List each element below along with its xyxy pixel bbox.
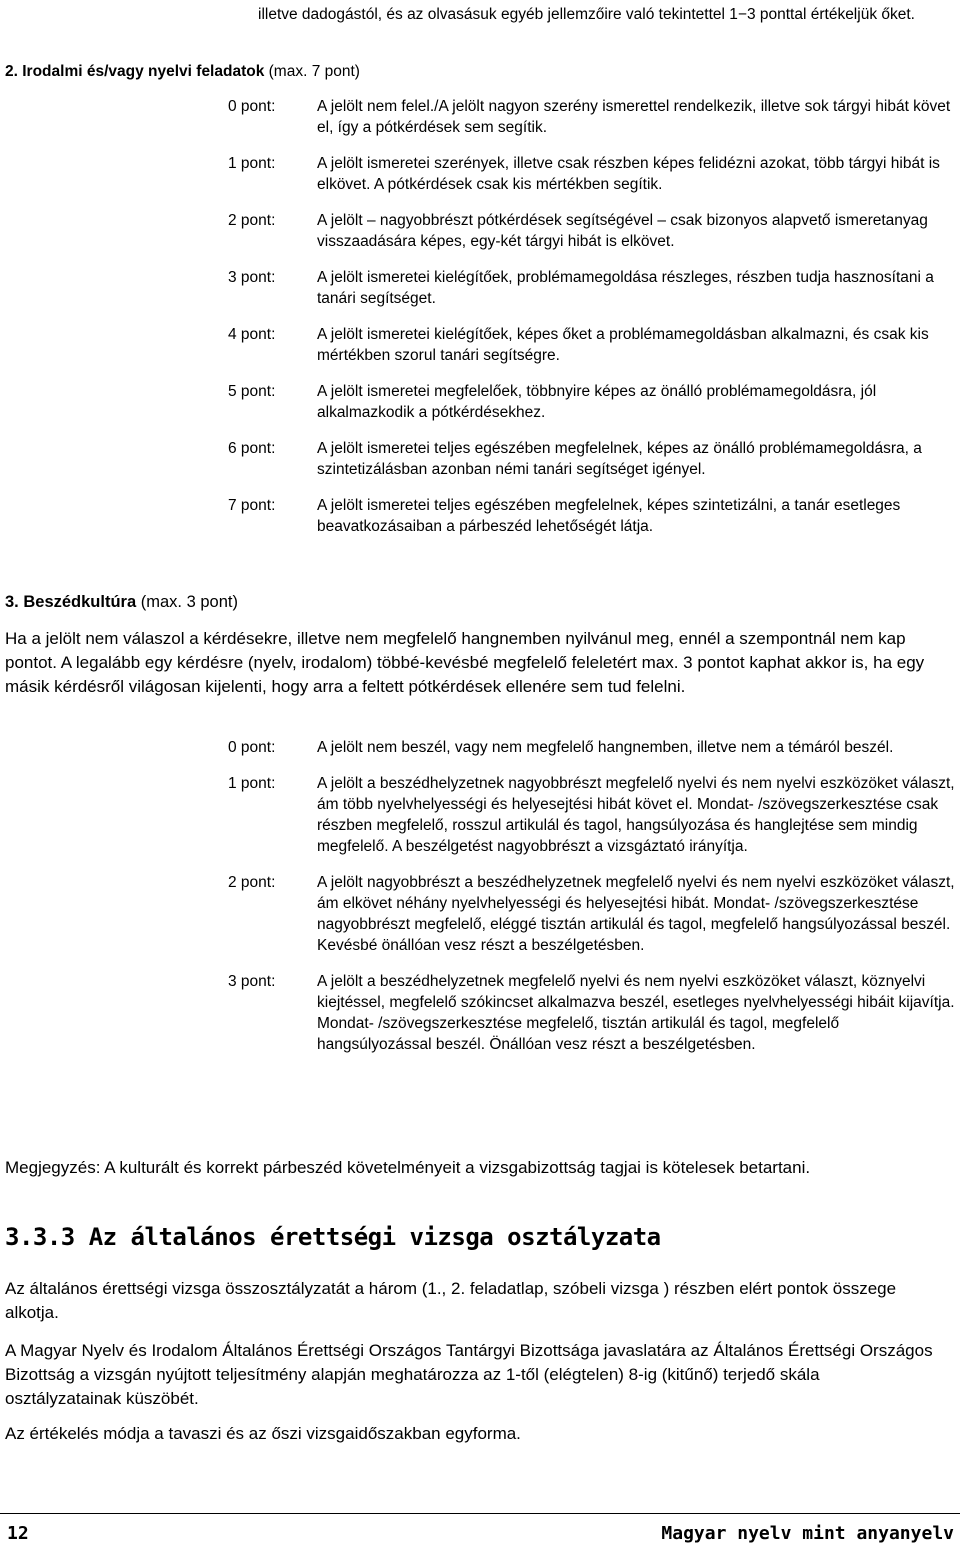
- reading-criteria-continuation: illetve dadogástól, és az olvasásuk egyéb jellemzőire való tekintettel 1−3 ponttal értékeljük őket.: [258, 6, 915, 23]
- score-description: A jelölt – nagyobbrészt pótkérdések segítségével – csak bizonyos alapvető ismeretanyag visszaadására képes, egy-két tárgyi hibát is elkövet.: [317, 212, 928, 250]
- paragraph: A Magyar Nyelv és Irodalom Általános Érettségi Országos Tantárgyi Bizottsága javaslatára az Általános Érettségi Országos Bizottság a vizsgán nyújtott teljesítmény alapján meghatározza az 1-től (elégtelen) 8-ig (kitűnő) terjedő skála osztályzatainak küszöbét.: [5, 1341, 933, 1408]
- score-description: A jelölt nem beszél, vagy nem megfelelő hangnemben, illetve nem a témáról beszél.: [317, 739, 894, 756]
- section-2-max: (max. 7 pont): [268, 63, 360, 80]
- section-3-intro: Ha a jelölt nem válaszol a kérdésekre, illetve nem megfelelő hangnemben nyilvánul meg, ennél a szempontnál nem kap pontot. A legalább egy kérdésre (nyelv, irodalom) többé-kevésbé megfelelő feleletért max. 3 pontot kaphat akkor is, ha egy másik kérdésről világosan kijelenti, hogy arra a feltett pótkérdések ellenére sem tud felelni.: [5, 629, 925, 696]
- note-paragraph: Megjegyzés: A kulturált és korrekt párbeszéd követelményeit a vizsgabizottság tagjai is kötelesek betartani.: [5, 1158, 811, 1177]
- score-label: 4 pont:: [228, 326, 276, 343]
- score-description: A jelölt ismeretei kielégítőek, képes őket a problémamegoldásban alkalmazni, és csak kis mértékben szorul tanári segítségre.: [317, 326, 929, 364]
- score-description: A jelölt nagyobbrészt a beszédhelyzetnek megfelelő nyelvi és nem nyelvi eszközöket választ, ám elkövet néhány nyelvhelyességi és helyesejtési hibát. Mondat- /szövegszerkesztése nagyobbrészt megfelelő, eléggé tisztán artikulál és tagol, megfelelő hangsúlyozással beszél. Kevésbé önállóan vesz részt a beszélgetésben.: [317, 874, 955, 954]
- score-description: A jelölt ismeretei szerények, illetve csak részben képes felidézni azokat, több tárgyi hibát is elkövet. A pótkérdések csak kis mértékben segítik.: [317, 155, 940, 193]
- section-heading: 3.3.3 Az általános érettségi vizsga osztályzata: [5, 1223, 661, 1251]
- scale-row: [228, 495, 956, 537]
- score-label: 3 pont:: [228, 973, 276, 990]
- score-description: A jelölt ismeretei teljes egészében megfelelnek, képes szintetizálni, a tanár esetleges beavatkozásaiban a párbeszéd lehetőségét látja.: [317, 497, 901, 535]
- score-description: A jelölt a beszédhelyzetnek nagyobbrészt megfelelő nyelvi és nem nyelvi eszközöket választ, ám több nyelvhelyességi és helyesejtési hibát követ el. Mondat- /szövegszerkesztése csak részben megfelelő, rosszul artikulál és tagol, hangsúlyozása és hanglejtése sem mindig megfelelő. A beszélgetést nagyobbrészt a vizsgáztató irányítja.: [317, 775, 955, 855]
- page-footer: [0, 1503, 960, 1545]
- score-description: A jelölt ismeretei kielégítőek, problémamegoldása részleges, részben tudja hasznosítani a tanári segítséget.: [317, 269, 934, 307]
- scale-row: [228, 381, 956, 423]
- score-description: A jelölt ismeretei megfelelőek, többnyire képes az önálló problémamegoldásra, jól alkalmazkodik a pótkérdésekhez.: [317, 383, 877, 421]
- paragraph: Az általános érettségi vizsga összosztályzatát a három (1., 2. feladatlap, szóbeli vizsga ) részben elért pontok összege alkotja.: [5, 1279, 897, 1322]
- score-label: 6 pont:: [228, 440, 276, 457]
- section-3-number: 3.: [5, 593, 19, 611]
- scale-row: [228, 324, 956, 366]
- score-label: 3 pont:: [228, 269, 276, 286]
- scale-row: [228, 96, 956, 138]
- score-label: 7 pont:: [228, 497, 276, 514]
- score-label: 1 pont:: [228, 155, 276, 172]
- footer-subject: Magyar nyelv mint anyanyelv: [661, 1523, 954, 1544]
- section-2-title: Irodalmi és/vagy nyelvi feladatok: [22, 63, 265, 80]
- section-3-heading: [5, 592, 238, 612]
- score-label: 2 pont:: [228, 212, 276, 229]
- score-description: A jelölt ismeretei teljes egészében megfelelnek, képes az önálló problémamegoldásra, a szintetizálásban azonban némi tanári segítséget igényel.: [317, 440, 922, 478]
- scale-row: [228, 210, 956, 252]
- scale-row: [228, 267, 956, 309]
- score-label: 0 pont:: [228, 739, 276, 756]
- section-2-scale: [228, 96, 956, 552]
- scale-row: [228, 773, 956, 857]
- scale-row: [228, 438, 956, 480]
- score-description: A jelölt a beszédhelyzetnek megfelelő nyelvi és nem nyelvi eszközöket választ, köznyelvi kiejtéssel, megfelelő szókincset alkalmazva beszél, esetleges nyelvhelyességi hibáit kijavítja. Mondat- /szövegszerkesztése megfelelő, tisztán artikulál és tagol, megfelelő hangsúlyozással beszél. Önállóan vesz részt a beszélgetésben.: [317, 973, 955, 1053]
- scale-row: [228, 153, 956, 195]
- score-label: 0 pont:: [228, 98, 276, 115]
- scale-row: [228, 971, 956, 1055]
- section-2-number: 2.: [5, 63, 18, 80]
- scale-row: [228, 737, 956, 758]
- section-2-heading: [5, 62, 360, 82]
- footer-divider: [0, 1513, 960, 1514]
- score-label: 1 pont:: [228, 775, 276, 792]
- scale-row: [228, 872, 956, 956]
- score-description: A jelölt nem felel./A jelölt nagyon szerény ismerettel rendelkezik, illetve sok tárgyi hibát követ el, így a pótkérdések sem segítik.: [317, 98, 951, 136]
- section-3-max: (max. 3 pont): [140, 593, 238, 611]
- section-3-scale: [228, 737, 956, 1070]
- section-3-title: Beszédkultúra: [23, 593, 137, 611]
- score-label: 5 pont:: [228, 383, 276, 400]
- score-label: 2 pont:: [228, 874, 276, 891]
- page-number: 12: [7, 1523, 29, 1544]
- paragraph: Az értékelés módja a tavaszi és az őszi vizsgaidőszakban egyforma.: [5, 1424, 521, 1443]
